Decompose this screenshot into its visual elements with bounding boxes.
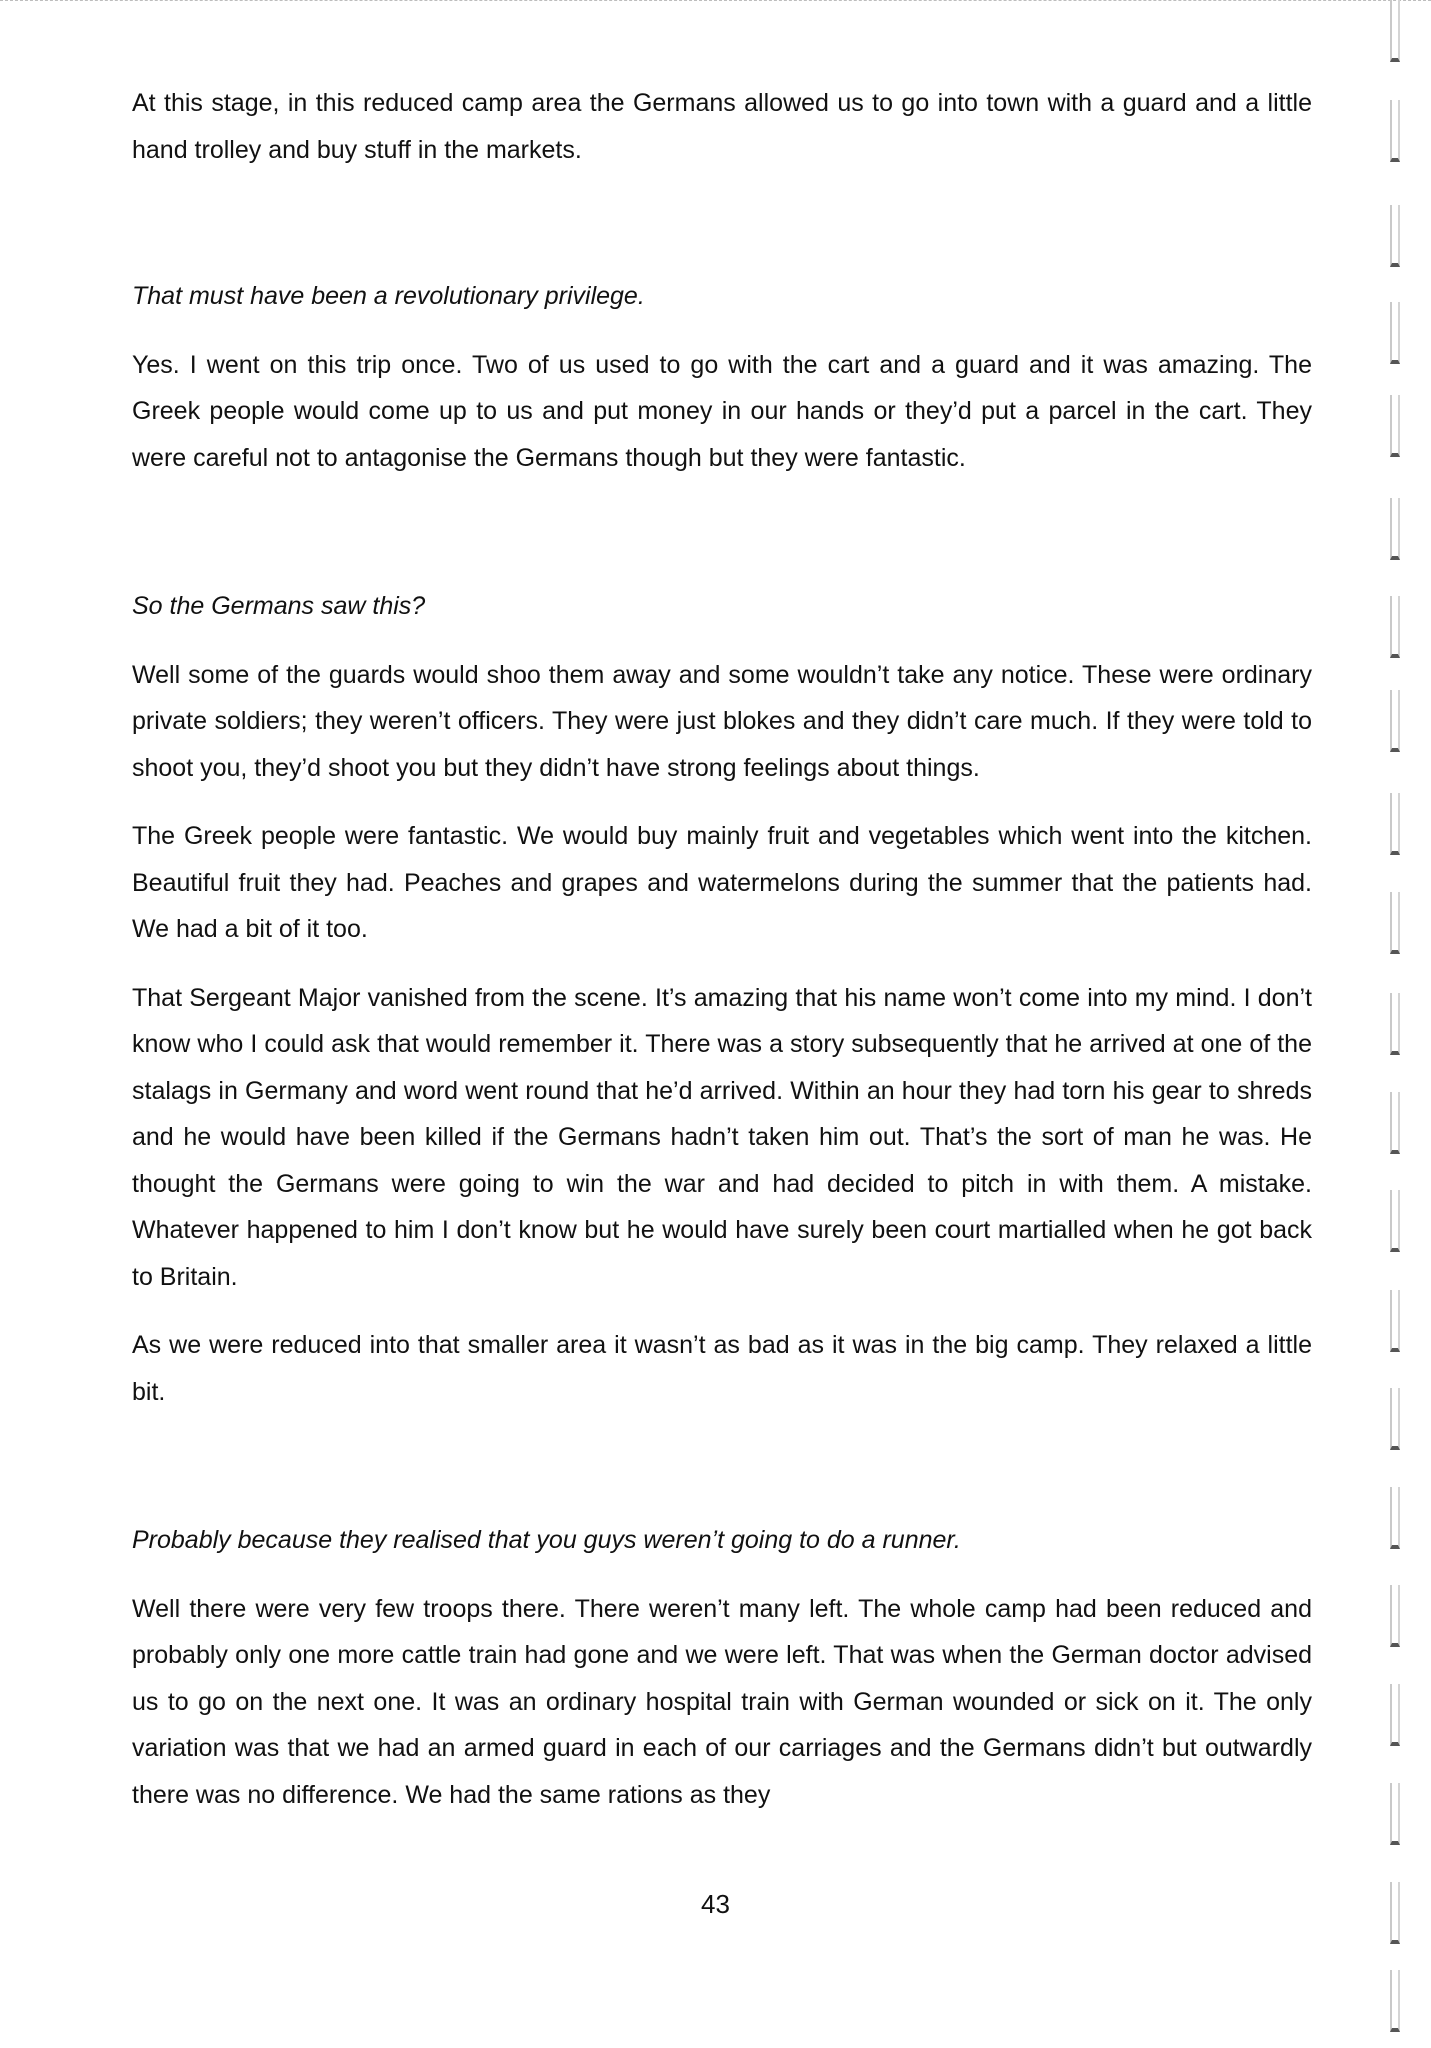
binding-mark bbox=[1390, 1092, 1400, 1154]
binding-mark bbox=[1390, 793, 1400, 855]
paragraph-answer: Well there were very few troops there. There weren’t many left. The whole camp had been reduced and probably only one more cattle train had gone and we were left. That was when the German doctor advised us to go on the next one. It was an ordinary hospital train with German wounded or sick on it. The only variation was that we had an armed guard in each of our carriages and the Germans didn’t but outwardly there was no difference. We had the same rations as they bbox=[132, 1594, 1312, 1809]
paragraph-answer: As we were reduced into that smaller area it wasn’t as bad as it was in the big camp. They relaxed a little bit. bbox=[132, 1331, 1312, 1406]
paragraph-answer: That Sergeant Major vanished from the scene. It’s amazing that his name won’t come into my mind. I don’t know who I could ask that would remember it. There was a story subsequently that he arrived at one of the stalags in Germany and word went round that he’d arrived. Within an hour they had torn his gear to shreds and he would have been killed if the Germans hadn’t taken him out. That’s the sort of man he was. He thought the Germans were going to win the war and had decided to pitch in with them. A mistake. Whatever happened to him I don’t know but he would have surely been court martialled when he got back to Britain. bbox=[132, 983, 1312, 1291]
paragraph-question: That must have been a revolutionary privilege. bbox=[132, 282, 645, 310]
binding-mark bbox=[1390, 1190, 1400, 1252]
binding-mark bbox=[1390, 993, 1400, 1055]
binding-mark bbox=[1390, 0, 1400, 62]
paragraph-answer: Well some of the guards would shoo them away and some wouldn’t take any notice. These were ordinary private soldiers; they weren’t officers. They were just blokes and they didn’t care much. If they were told to shoot you, they’d shoot you but they didn’t have strong feelings about things. bbox=[132, 660, 1312, 782]
binding-mark bbox=[1390, 100, 1400, 162]
binding-mark bbox=[1390, 498, 1400, 560]
binding-mark bbox=[1390, 1388, 1400, 1450]
binding-mark bbox=[1390, 302, 1400, 364]
binding-mark bbox=[1390, 1970, 1400, 2032]
binding-mark bbox=[1390, 1684, 1400, 1746]
text-column bbox=[132, 80, 1312, 1818]
binding-mark bbox=[1390, 1585, 1400, 1647]
binding-mark bbox=[1390, 892, 1400, 954]
binding-mark bbox=[1390, 395, 1400, 457]
paragraph-question: Probably because they realised that you guys weren’t going to do a runner. bbox=[132, 1526, 961, 1554]
binding-mark bbox=[1390, 1783, 1400, 1845]
paragraph-question: So the Germans saw this? bbox=[132, 592, 426, 620]
binding-mark bbox=[1390, 690, 1400, 752]
paragraph-answer: At this stage, in this reduced camp area the Germans allowed us to go into town with a guard and a little hand trolley and buy stuff in the markets. bbox=[132, 89, 1312, 164]
paragraph-answer: The Greek people were fantastic. We would buy mainly fruit and vegetables which went into the kitchen. Beautiful fruit they had. Peaches and grapes and watermelons during the summer that the patients had. We had a bit of it too. bbox=[132, 822, 1312, 943]
page-top-edge bbox=[0, 0, 1431, 4]
binding-strip bbox=[1384, 0, 1414, 2048]
binding-mark bbox=[1390, 1487, 1400, 1549]
binding-mark bbox=[1390, 1290, 1400, 1352]
paragraph-answer: Yes. I went on this trip once. Two of us used to go with the cart and a guard and it was amazing. The Greek people would come up to us and put money in our hands or they’d put a parcel in the cart. They were careful not to antagonise the Germans though but they were fantastic. bbox=[132, 350, 1312, 472]
binding-mark bbox=[1390, 1882, 1400, 1944]
page-number: 43 bbox=[701, 1889, 730, 1919]
binding-mark bbox=[1390, 596, 1400, 658]
binding-mark bbox=[1390, 205, 1400, 267]
